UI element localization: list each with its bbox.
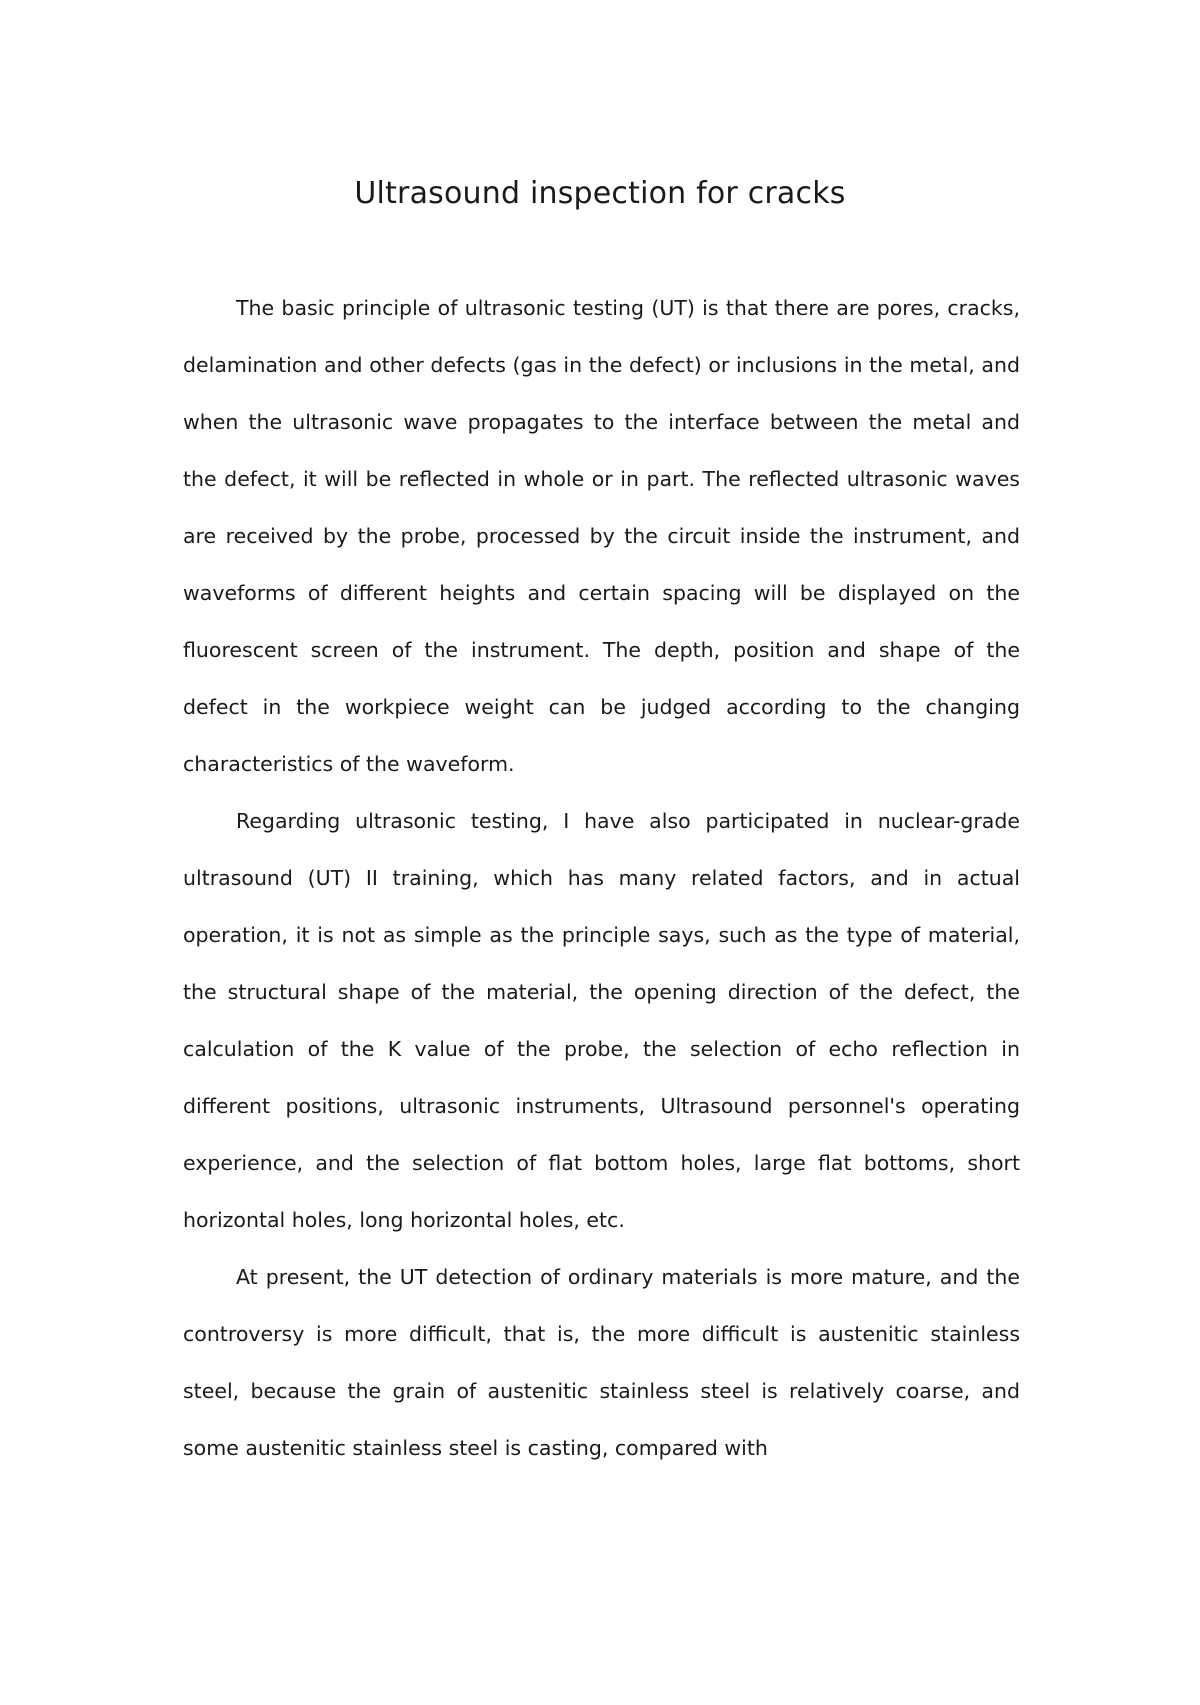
- paragraph-ut-principle: The basic principle of ultrasonic testing (UT) is that there are pores, cracks, delamination and other defects (gas in the defect) or inclusions in the metal, and when the ultrasonic wave propagates to the interface between the metal and the defect, it will be reflected in whole or in part. The reflected ultrasonic waves are received by the probe, processed by the circuit inside the instrument, and waveforms of different heights and certain spacing will be displayed on the fluorescent screen of the instrument. The depth, position and shape of the defect in the workpiece weight can be judged according to the changing characteristics of the waveform.: [183, 296, 1020, 776]
- paragraph-ut-training: Regarding ultrasonic testing, I have also participated in nuclear-grade ultrasound (UT) II training, which has many related factors, and in actual operation, it is not as simple as the principle says, such as the type of material, the structural shape of the material, the opening direction of the defect, the calculation of the K value of the probe, the selection of echo reflection in different positions, ultrasonic instruments, Ultrasound personnel's operating experience, and the selection of flat bottom holes, large flat bottoms, short horizontal holes, long horizontal holes, etc.: [183, 809, 1020, 1232]
- paragraph-austenitic-steel: At present, the UT detection of ordinary materials is more mature, and the controversy is more difficult, that is, the more difficult is austenitic stainless steel, because the grain of austenitic stainless steel is relatively coarse, and some austenitic stainless steel is casting, compared with: [183, 1265, 1020, 1460]
- document-body: [183, 280, 1020, 1477]
- document-title: Ultrasound inspection for cracks: [354, 176, 846, 211]
